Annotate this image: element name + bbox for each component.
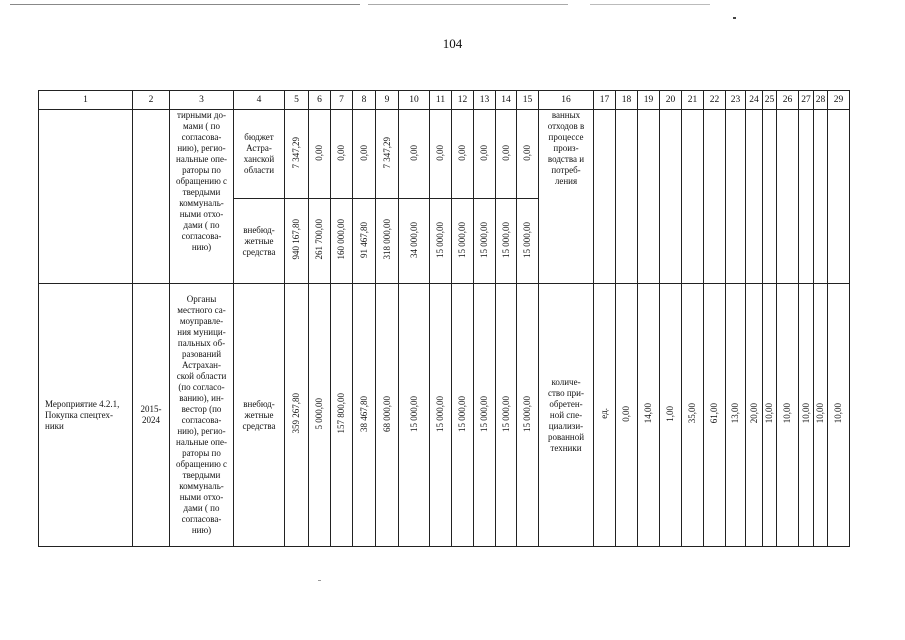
value-cell	[331, 110, 353, 199]
column-number-17: 17	[594, 91, 616, 110]
empty-cell	[746, 110, 763, 284]
scan-artifact-line	[368, 4, 568, 5]
value-text: 0,00	[522, 144, 532, 161]
value-text: 940 167,80	[291, 219, 301, 260]
indicator-cell	[539, 110, 594, 284]
value-cell	[430, 284, 452, 547]
value-text: 318 000,00	[381, 219, 392, 260]
program-table	[38, 90, 850, 547]
target-text: 35,00	[687, 403, 697, 424]
period-text: 2015- 2024	[140, 404, 162, 425]
value-text: 0,00	[435, 144, 445, 161]
header-row	[39, 91, 850, 110]
column-number-2: 2	[133, 91, 170, 110]
target-text: 14,00	[643, 403, 653, 424]
column-number-14: 14	[496, 91, 517, 110]
value-cell	[452, 199, 474, 284]
value-text: 15 000,00	[522, 395, 532, 432]
value-text: 0,00	[408, 144, 419, 161]
target-cell	[746, 284, 763, 547]
column-number-23: 23	[726, 91, 746, 110]
column-number-15: 15	[517, 91, 539, 110]
scan-artifact-speck	[733, 17, 736, 19]
target-cell	[777, 284, 799, 547]
value-cell	[452, 284, 474, 547]
value-text: 157 800,00	[336, 393, 346, 434]
funding-source-cell	[234, 284, 285, 547]
value-cell	[331, 284, 353, 547]
target-cell	[616, 284, 638, 547]
value-text: 15 000,00	[435, 221, 445, 258]
column-number-4: 4	[234, 91, 285, 110]
empty-cell	[799, 110, 814, 284]
empty-cell	[660, 110, 682, 284]
empty-cell	[814, 110, 828, 284]
column-number-26: 26	[777, 91, 799, 110]
empty-cell	[594, 110, 616, 284]
target-text: 20,00	[748, 403, 759, 424]
value-text: 7 347,29	[291, 136, 301, 169]
value-cell	[353, 284, 376, 547]
target-cell	[704, 284, 726, 547]
page-number: 104	[442, 36, 463, 51]
value-text: 0,00	[314, 144, 324, 161]
target-text: 1,00	[665, 405, 675, 422]
executor-text: Органы местного са- моуправле- ния муници- пальных об- разований Астрахан- ской области (по согласо- ванию), ин- вестор (по согласова- нию), регио- нальные опе- раторы по обращению с твердыми коммуналь- ными отхо- дами ( по согласова- нию)	[175, 294, 228, 535]
value-cell	[399, 284, 430, 547]
target-text: 10,00	[782, 403, 792, 424]
scan-artifact-line	[590, 4, 710, 5]
value-text: 359 267,80	[291, 393, 301, 434]
target-cell	[799, 284, 814, 547]
value-text: 15 000,00	[522, 221, 532, 258]
value-cell	[517, 110, 539, 199]
value-text: 15 000,00	[500, 221, 511, 258]
empty-cell	[777, 110, 799, 284]
indicator-cell	[539, 284, 594, 547]
measure-cell	[39, 284, 133, 547]
period-cell-continued	[133, 110, 170, 284]
executor-cell	[170, 110, 234, 284]
executor-cell	[170, 284, 234, 547]
value-cell	[309, 284, 331, 547]
funding-source-text: бюджет Астра- ханской области	[243, 132, 275, 175]
value-text: 38 467,80	[358, 395, 369, 432]
column-number-3: 3	[170, 91, 234, 110]
scan-artifact-speck	[318, 580, 321, 581]
value-text: 0,00	[479, 144, 489, 161]
funding-source-text: внебюд- жетные средства	[242, 398, 276, 431]
unit-text: ед.	[599, 408, 609, 419]
column-number-5: 5	[285, 91, 309, 110]
value-cell	[474, 199, 496, 284]
measure-text: Мероприятие 4.2.1, Покупка спецтех- ники	[45, 398, 120, 431]
value-cell	[452, 110, 474, 199]
value-text: 15 000,00	[479, 395, 489, 432]
value-text: 15 000,00	[435, 395, 445, 432]
column-number-16: 16	[539, 91, 594, 110]
target-text: 10,00	[833, 403, 843, 424]
column-number-8: 8	[353, 91, 376, 110]
column-number-1: 1	[39, 91, 133, 110]
value-cell	[399, 199, 430, 284]
value-cell	[517, 199, 539, 284]
value-cell	[376, 110, 399, 199]
value-cell	[496, 110, 517, 199]
column-number-18: 18	[616, 91, 638, 110]
value-cell	[285, 199, 309, 284]
column-number-12: 12	[452, 91, 474, 110]
value-cell	[285, 110, 309, 199]
value-text: 5 000,00	[314, 397, 324, 430]
value-text: 0,00	[457, 144, 467, 161]
target-text: 0,00	[621, 405, 631, 422]
column-number-27: 27	[799, 91, 814, 110]
target-text: 10,00	[800, 403, 811, 424]
value-text: 15 000,00	[457, 221, 467, 258]
target-text: 13,00	[730, 403, 740, 424]
value-text: 68 000,00	[381, 395, 392, 432]
value-text: 0,00	[500, 144, 511, 161]
column-number-22: 22	[704, 91, 726, 110]
empty-cell	[682, 110, 704, 284]
value-cell	[399, 110, 430, 199]
funding-source-cell	[234, 199, 285, 284]
value-cell	[496, 284, 517, 547]
value-text: 7 347,29	[381, 136, 392, 169]
value-cell	[430, 199, 452, 284]
empty-cell	[704, 110, 726, 284]
value-cell	[285, 284, 309, 547]
column-number-25: 25	[763, 91, 777, 110]
empty-cell	[828, 110, 850, 284]
value-text: 15 000,00	[457, 395, 467, 432]
column-number-13: 13	[474, 91, 496, 110]
column-number-9: 9	[376, 91, 399, 110]
column-number-29: 29	[828, 91, 850, 110]
value-cell	[430, 110, 452, 199]
value-cell	[309, 199, 331, 284]
funding-source-cell	[234, 110, 285, 199]
target-cell	[660, 284, 682, 547]
target-cell	[638, 284, 660, 547]
target-text: 10,00	[764, 403, 774, 424]
value-text: 160 000,00	[336, 219, 346, 260]
value-text: 15 000,00	[479, 221, 489, 258]
value-text: 91 467,80	[358, 221, 369, 258]
value-cell	[376, 284, 399, 547]
period-cell	[133, 284, 170, 547]
scan-artifact-line	[10, 4, 360, 5]
target-cell	[682, 284, 704, 547]
value-cell	[474, 110, 496, 199]
column-number-11: 11	[430, 91, 452, 110]
executor-text: тирными до- мами ( по согласова- нию), регио- нальные опе- раторы по обращению с твердыми коммуналь- ными отхо- дами ( по согласова- нию)	[175, 110, 228, 252]
value-cell	[309, 110, 331, 199]
table-row	[39, 110, 850, 199]
indicator-text: ванных отходов в процессе произ- водства и потреб- ления	[547, 110, 585, 186]
target-cell	[726, 284, 746, 547]
column-number-19: 19	[638, 91, 660, 110]
indicator-text: количе- ство при- обретен- ной спе- циализи- рованной техники	[547, 376, 585, 453]
column-number-6: 6	[309, 91, 331, 110]
column-number-20: 20	[660, 91, 682, 110]
empty-cell	[638, 110, 660, 284]
target-text: 10,00	[815, 403, 825, 424]
unit-cell	[594, 284, 616, 547]
value-text: 34 000,00	[408, 221, 419, 258]
target-cell	[814, 284, 828, 547]
target-cell	[828, 284, 850, 547]
value-cell	[474, 284, 496, 547]
column-number-28: 28	[814, 91, 828, 110]
value-cell	[353, 110, 376, 199]
value-text: 0,00	[336, 144, 346, 161]
column-number-24: 24	[746, 91, 763, 110]
value-cell	[331, 199, 353, 284]
value-text: 0,00	[358, 144, 369, 161]
target-text: 61,00	[709, 403, 719, 424]
column-number-21: 21	[682, 91, 704, 110]
empty-cell	[616, 110, 638, 284]
value-cell	[376, 199, 399, 284]
value-cell	[517, 284, 539, 547]
target-cell	[763, 284, 777, 547]
value-text: 261 700,00	[314, 219, 324, 260]
value-cell	[353, 199, 376, 284]
column-number-10: 10	[399, 91, 430, 110]
column-number-7: 7	[331, 91, 353, 110]
empty-cell	[726, 110, 746, 284]
measure-cell-continued	[39, 110, 133, 284]
value-text: 15 000,00	[408, 395, 419, 432]
value-cell	[496, 199, 517, 284]
funding-source-text: внебюд- жетные средства	[242, 224, 276, 257]
table-row	[39, 284, 850, 547]
empty-cell	[763, 110, 777, 284]
value-text: 15 000,00	[500, 395, 511, 432]
